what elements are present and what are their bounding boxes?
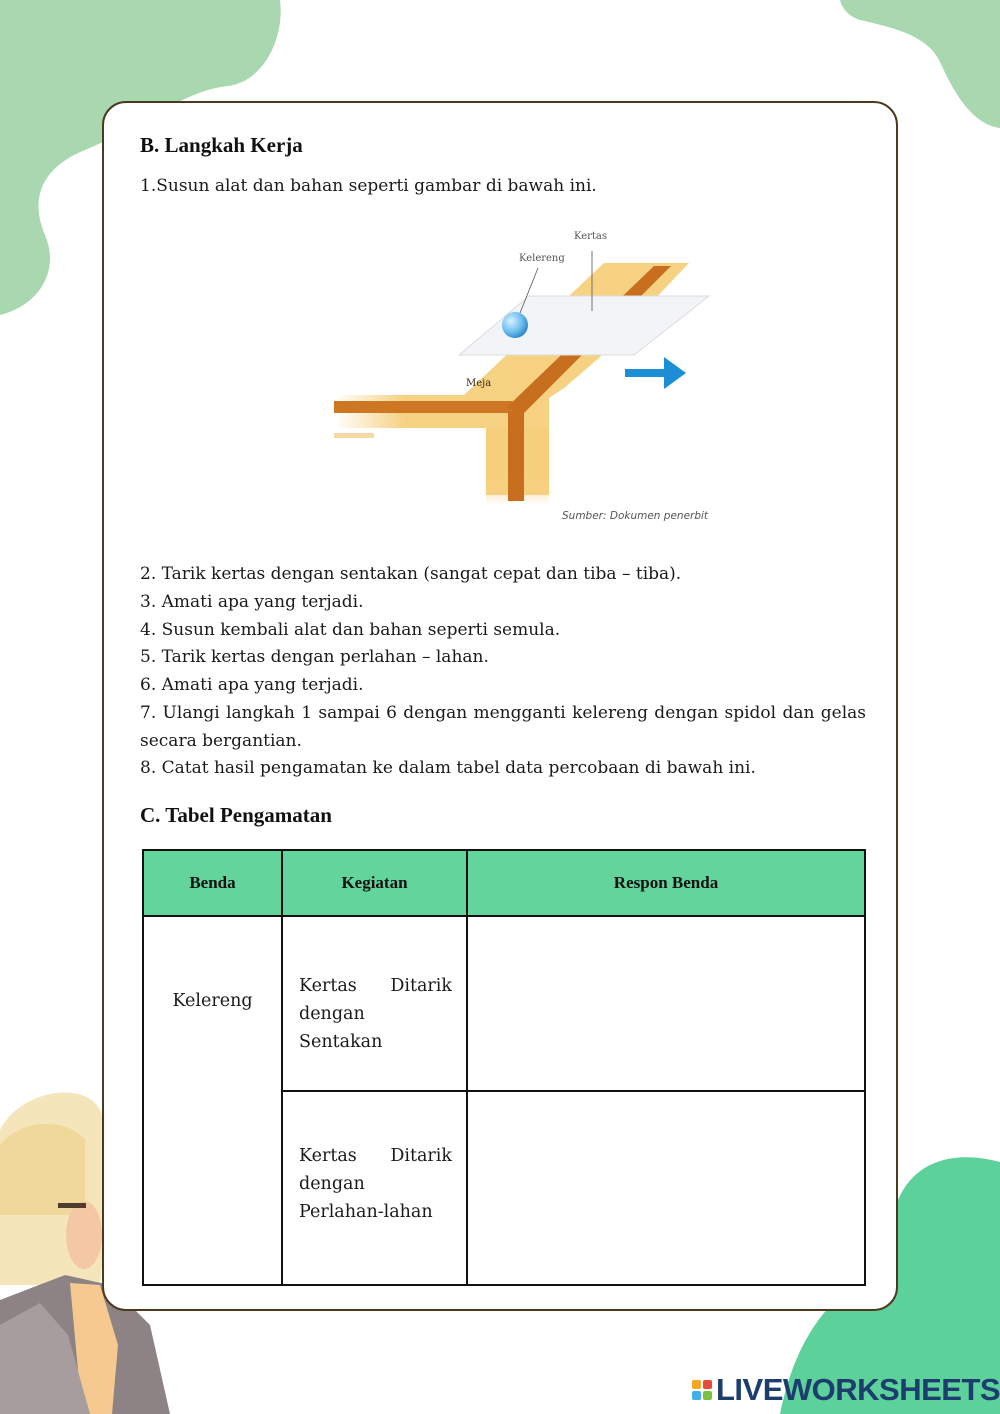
table-row [143,916,865,1091]
label-kertas: Kertas [574,231,608,242]
section-b-title: B. Langkah Kerja [140,133,303,157]
figure-caption: Sumber: Dokumen penerbit [562,510,709,522]
cell-activity-1: Kertas Ditarik dengan Sentakan [282,916,467,1091]
label-meja: Meja [466,378,492,389]
cell-activity-2: Kertas Ditarik dengan Perlahan-lahan [282,1091,467,1285]
cell-response-1[interactable] [467,916,865,1091]
worksheet-card [102,101,898,1311]
liveworksheets-logo[interactable] [692,1372,1000,1408]
experiment-figure [334,223,714,528]
label-kelereng: Kelereng [519,253,565,264]
step-4: 4. Susun kembali alat dan bahan seperti semula. [140,620,561,640]
step-6: 6. Amati apa yang terjadi. [140,675,364,695]
header-benda: Benda [143,850,282,916]
cell-object: Kelereng [143,916,282,1285]
step-3: 3. Amati apa yang terjadi. [140,592,364,612]
step-5: 5. Tarik kertas dengan perlahan – lahan. [140,647,489,667]
table-header-row [143,850,865,916]
step-8: 8. Catat hasil pengamatan ke dalam tabel data percobaan di bawah ini. [140,758,756,778]
cell-response-2[interactable] [467,1091,865,1285]
section-c-title: C. Tabel Pengamatan [140,803,332,827]
step-7: 7. Ulangi langkah 1 sampai 6 dengan mengganti kelereng dengan spidol dan gelas secara bergantian. [140,703,866,751]
logo-text: LIVEWORKSHEETS [716,1372,1000,1407]
header-respon-benda: Respon Benda [467,850,865,916]
step-1: 1.Susun alat dan bahan seperti gambar di bawah ini. [140,176,597,196]
header-kegiatan: Kegiatan [282,850,467,916]
observation-table [142,849,866,1286]
step-2: 2. Tarik kertas dengan sentakan (sangat cepat dan tiba – tiba). [140,564,682,584]
logo-blocks-icon [692,1380,712,1400]
